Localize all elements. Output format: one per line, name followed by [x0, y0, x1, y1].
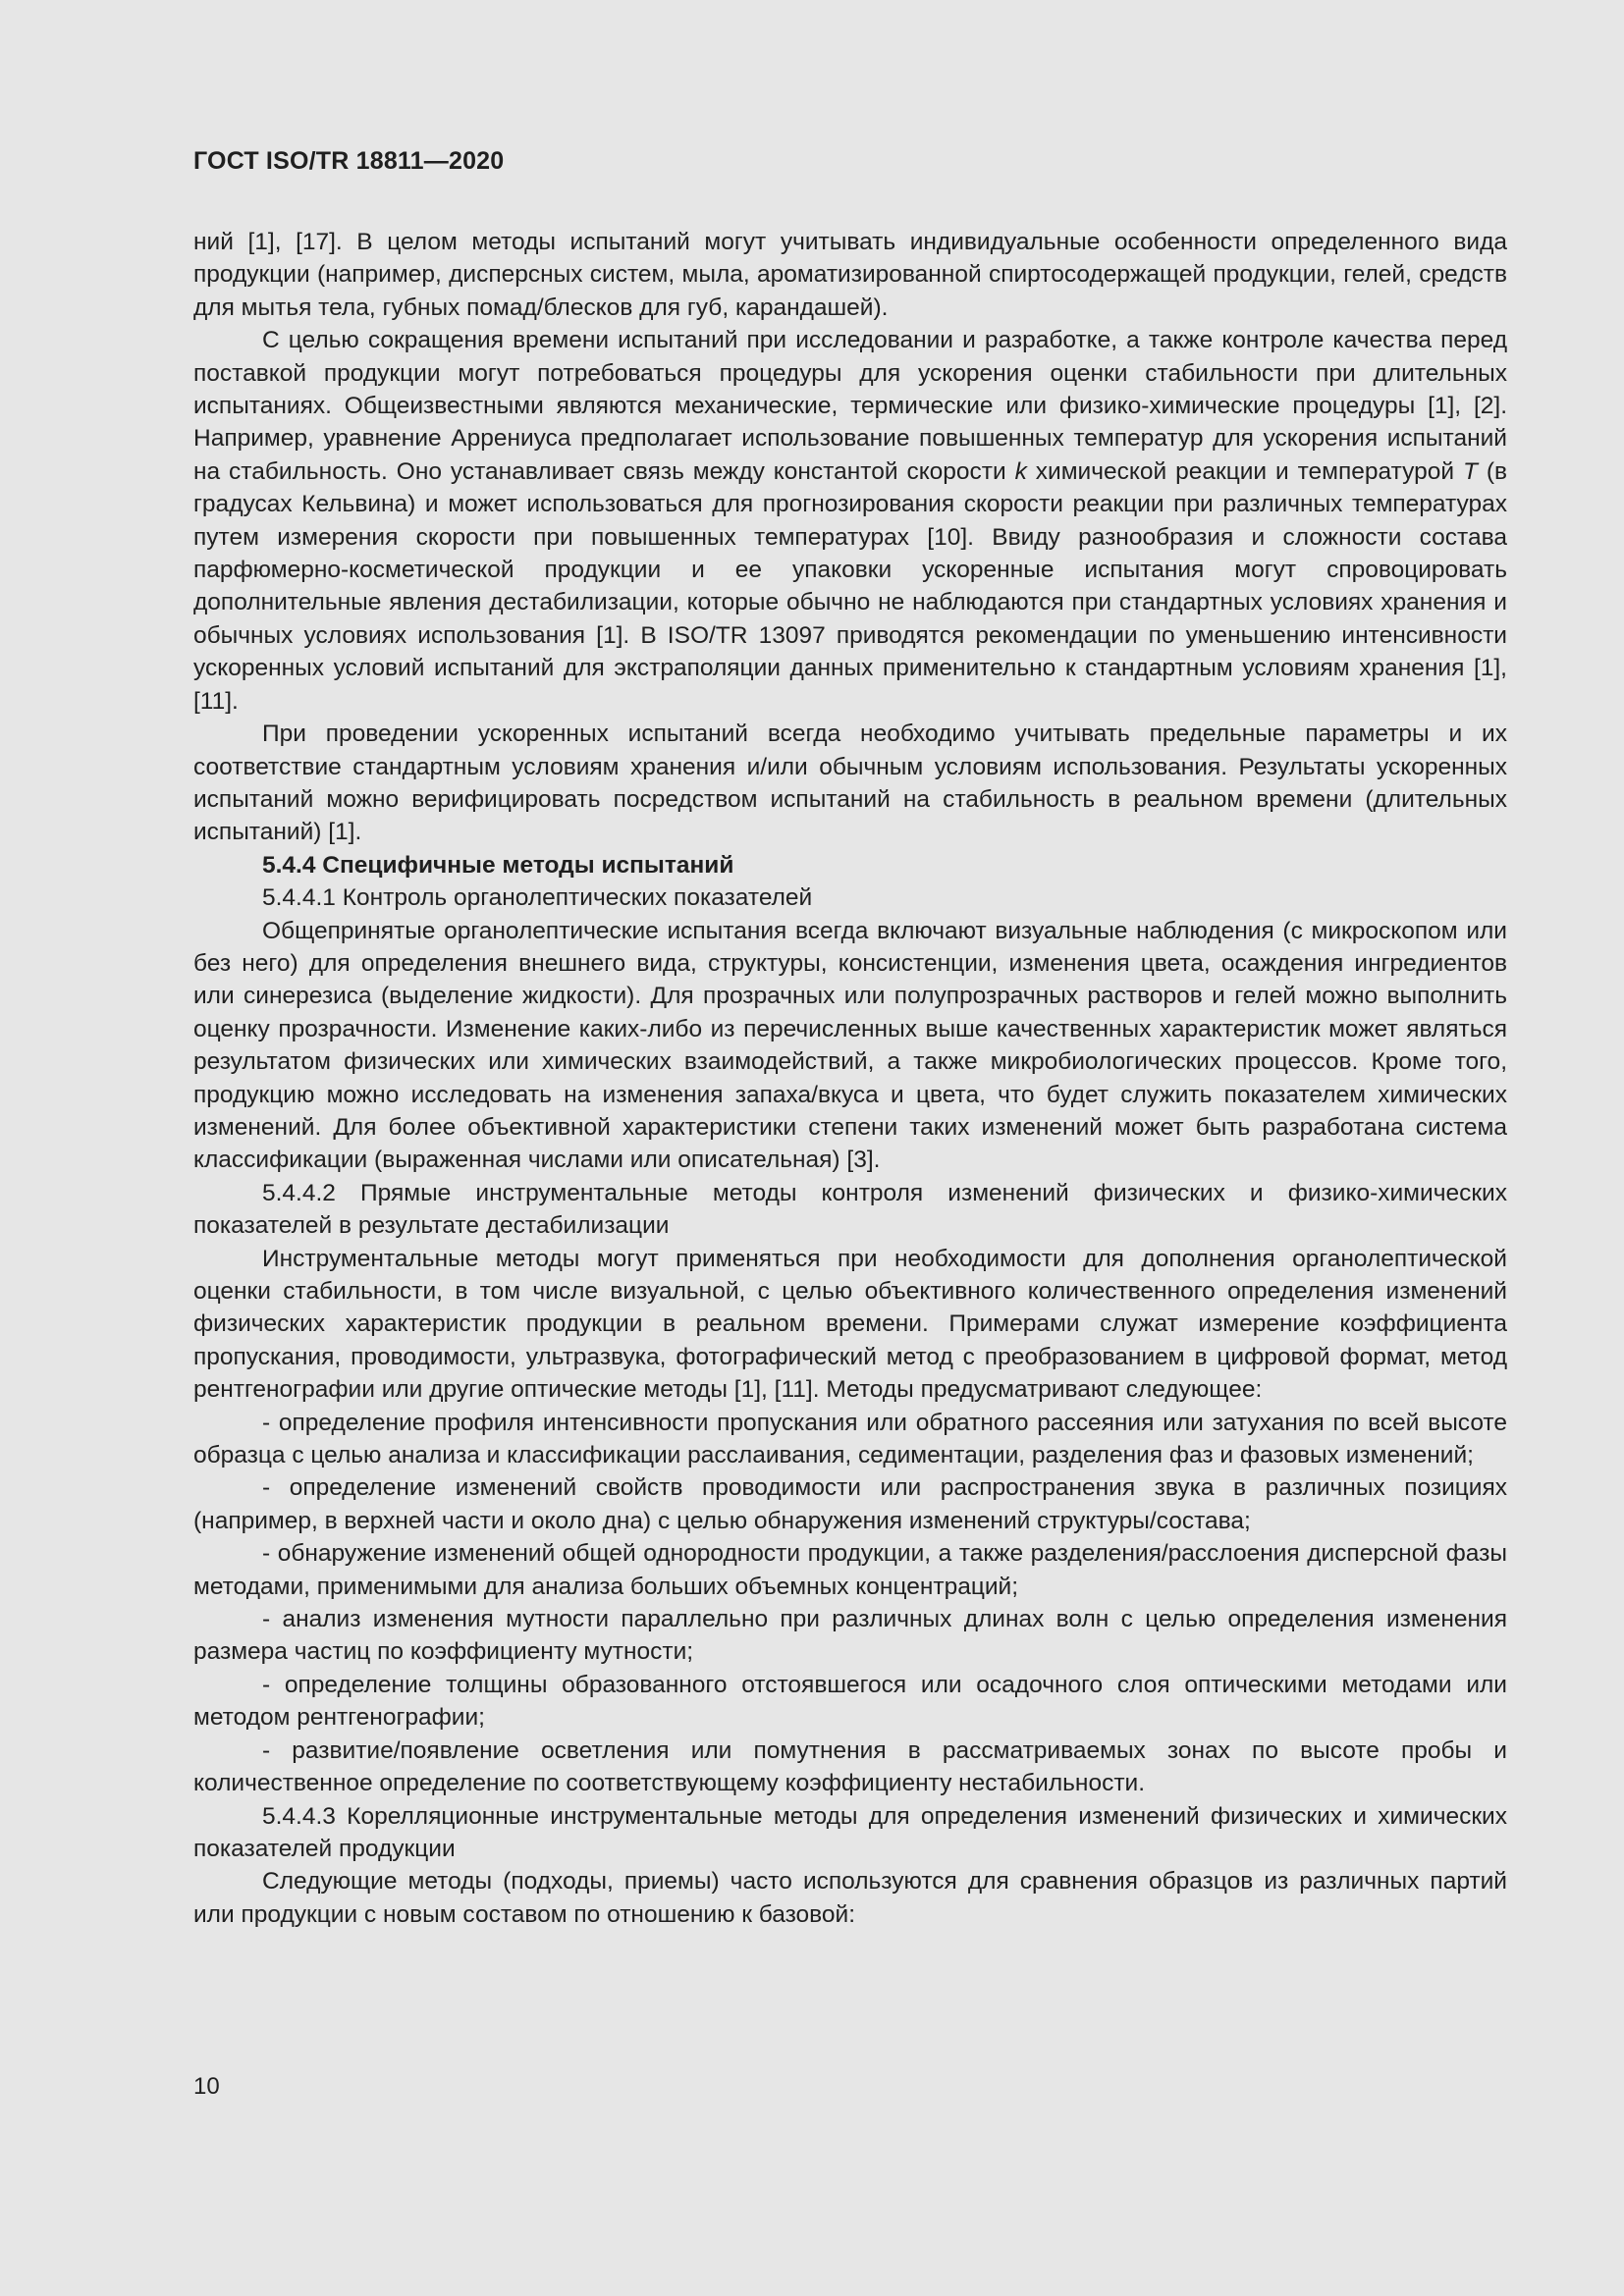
paragraph-accelerated-limits: При проведении ускоренных испытаний всегда необходимо учитывать предельные параметры и их соответствие стандартным условиям хранения и/или обычным условиям использования. Результаты ускоренных испытаний можно верифицировать посредством испытаний на стабильность в реальном времени (длительных испытаний) [1]. [193, 721, 1507, 846]
paragraph-organoleptic: Общепринятые органолептические испытания всегда включают визуальные наблюдения (с микроскопом или без него) для определения внешнего вида, структуры, консистенции, изменения цвета, осаждения ингредиентов или синерезиса (выделение жидкости). Для прозрачных или полупрозрачных растворов и гелей можно выполнить оценку прозрачности. Изменение каких-либо из перечисленных выше качественных характеристик может являться результатом физических или химических взаимодействий, а также микробиологических процессов. Кроме того, продукцию можно исследовать на изменения запаха/вкуса и цвета, что будет служить показателем химических изменений. Для более объективной характеристики степени таких изменений может быть разработана система классификации (выраженная числами или описательная) [3]. [193, 917, 1507, 1174]
paragraph-instrumental: Инструментальные методы могут применяться при необходимости для дополнения органолептической оценки стабильности, в том числе визуальной, с целью объективного количественного определения изменений физических характеристик продукции в реальном времени. Примерами служат измерение коэффициента пропускания, проводимости, ультразвука, фотографический метод с преобразованием в цифровой формат, метод рентгенографии или другие оптические методы [1], [11]. Методы предусматривают следующее: [193, 1245, 1507, 1404]
section-heading-5-4-4: 5.4.4 Специфичные методы испытаний [262, 851, 734, 879]
page-number: 10 [193, 2073, 220, 2100]
paragraph-continuation: ний [1], [17]. В целом методы испытаний могут учитывать индивидуальные особенности определенного вида продукции (например, дисперсных систем, мыла, ароматизированной спиртосодержащей продукции, гелей, средств для мытья тела, губных помад/блесков для губ, карандашей). [193, 229, 1507, 321]
list-item: - развитие/появление осветления или помутнения в рассматриваемых зонах по высоте пробы и количественное определение по соответствующему коэффициенту нестабильности. [193, 1736, 1507, 1797]
list-item: - определение толщины образованного отстоявшегося или осадочного слоя оптическими методами или методом рентгенографии; [193, 1671, 1507, 1732]
section-heading-5-4-4-3: 5.4.4.3 Корелляционные инструментальные методы для определения изменений физических и химических показателей продукции [193, 1802, 1507, 1862]
section-heading-5-4-4-2: 5.4.4.2 Прямые инструментальные методы контроля изменений физических и физико-химических показателей в результате дестабилизации [193, 1179, 1507, 1240]
paragraph-accelerated-procedures [193, 324, 1507, 718]
document-body [193, 226, 1507, 1931]
symbol-k: k [1014, 457, 1027, 485]
document-header: ГОСТ ISO/TR 18811—2020 [193, 147, 505, 175]
list-item: - обнаружение изменений общей однородности продукции, а также разделения/расслоения дисперсной фазы методами, применимыми для анализа больших объемных концентраций; [193, 1540, 1507, 1600]
list-item: - анализ изменения мутности параллельно при различных длинах волн с целью определения изменения размера частиц по коэффициенту мутности; [193, 1606, 1507, 1666]
paragraph-text: С целью сокращения времени испытаний при исследовании и разработке, а также контроле качества перед поставкой продукции могут потребоваться процедуры для ускорения оценки стабильности при длительных испытаниях. Общеизвестными являются механические, термические или физико-химические процедуры [1], [2]. Например, уравнение Аррениуса предполагает использование повышенных температур для ускорения испытаний на стабильность. Оно устанавливает связь между константой скорости [193, 327, 1507, 485]
list-item: - определение профиля интенсивности пропускания или обратного рассеяния или затухания по всей высоте образца с целью анализа и классификации расслаивания, седиментации, разделения фаз и фазовых изменений; [193, 1409, 1507, 1469]
list-item: - определение изменений свойств проводимости или распространения звука в различных позициях (например, в верхней части и около дна) с целью обнаружения изменений структуры/состава; [193, 1474, 1507, 1534]
symbol-t: T [1462, 457, 1478, 485]
section-heading-5-4-4-1: 5.4.4.1 Контроль органолептических показателей [262, 884, 813, 912]
paragraph-text: химической реакции и температурой [1026, 457, 1463, 485]
paragraph-correlation: Следующие методы (подходы, приемы) часто используются для сравнения образцов из различных партий или продукции с новым составом по отношению к базовой: [193, 1868, 1507, 1928]
paragraph-text: (в градусах Кельвина) и может использоваться для прогнозирования скорости реакции при различных температурах путем измерения скорости при повышенных температурах [10]. Ввиду разнообразия и сложности состава парфюмерно-косметической продукции и ее упаковки ускоренные испытания могут спровоцировать дополнительные явления дестабилизации, которые обычно не наблюдаются при стандартных условиях хранения и обычных условиях использования [1]. В ISO/TR 13097 приводятся рекомендации по уменьшению интенсивности ускоренных условий испытаний для экстраполяции данных применительно к стандартным условиям хранения [1], [11]. [193, 457, 1507, 715]
